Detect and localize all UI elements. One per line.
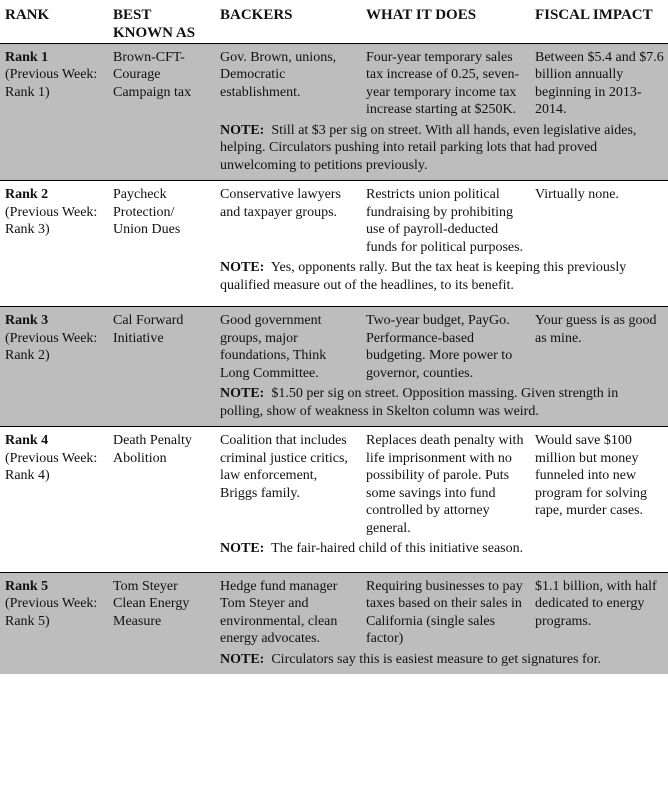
note-text: $1.50 per sig on street. Opposition massing. Given strength in polling, show of weakness in Skelton column was weird.	[220, 386, 619, 419]
backers-cell: Hedge fund manager Tom Steyer and environmental, clean energy advocates.	[215, 573, 361, 651]
rank-cell	[0, 573, 108, 651]
what-it-does-cell: Four-year temporary sales tax increase of 0.25, seven-year temporary income tax increase starting at $250K.	[361, 43, 530, 122]
note-row	[0, 259, 668, 307]
previous-rank: (Previous Week: Rank 2)	[5, 330, 98, 363]
rank-cell	[0, 181, 108, 259]
backers-cell: Gov. Brown, unions, Democratic establishment.	[215, 43, 361, 122]
backers-cell: Good government groups, major foundations, Think Long Committee.	[215, 307, 361, 385]
previous-rank: (Previous Week: Rank 1)	[5, 67, 98, 100]
table-row	[0, 43, 668, 122]
best-known-as-cell: Cal Forward Initiative	[108, 307, 215, 385]
best-known-as-cell: Paycheck Protection/ Union Dues	[108, 181, 215, 259]
what-it-does-cell: Requiring businesses to pay taxes based on their sales in California (single sales factor)	[361, 573, 530, 651]
what-it-does-cell: Replaces death penalty with life imprisonment with no possibility of parole. Puts some savings into fund controlled by attorney general.	[361, 427, 530, 540]
note-label: NOTE:	[220, 260, 265, 275]
best-known-as-cell: Tom Steyer Clean Energy Measure	[108, 573, 215, 651]
previous-rank: (Previous Week: Rank 4)	[5, 450, 98, 483]
rank-cell	[0, 307, 108, 385]
header-rank: RANK	[0, 0, 108, 43]
rank-label: Rank 2	[5, 187, 49, 202]
table-row	[0, 181, 668, 259]
previous-rank: (Previous Week: Rank 5)	[5, 596, 98, 629]
note-text: Yes, opponents rally. But the tax heat is keeping this previously qualified measure out of the headlines, to its benefit.	[220, 260, 627, 293]
rank-label: Rank 4	[5, 433, 49, 448]
note-text: Still at $3 per sig on street. With all hands, even legislative aides, helping. Circulators pushing into retail parking lots that had proved unwelcoming to petitions previously.	[220, 122, 637, 173]
note-label: NOTE:	[220, 386, 265, 401]
best-known-as-cell: Brown-CFT-Courage Campaign tax	[108, 43, 215, 122]
note-cell	[215, 651, 668, 675]
note-cell	[215, 259, 668, 307]
fiscal-impact-cell: Virtually none.	[530, 181, 668, 259]
note-cell	[215, 540, 668, 572]
note-label: NOTE:	[220, 541, 265, 556]
header-what-it-does: WHAT IT DOES	[361, 0, 530, 43]
fiscal-impact-cell: $1.1 billion, with half dedicated to energy programs.	[530, 573, 668, 651]
previous-rank: (Previous Week: Rank 3)	[5, 204, 98, 237]
note-row	[0, 385, 668, 427]
header-best-known-as: BEST KNOWN AS	[108, 0, 215, 43]
header-row	[0, 0, 668, 43]
note-label: NOTE:	[220, 122, 265, 138]
rank-label: Rank 5	[5, 578, 49, 594]
what-it-does-cell: Restricts union political fundraising by prohibiting use of payroll-deducted funds for political purposes.	[361, 181, 530, 259]
header-fiscal-impact: FISCAL IMPACT	[530, 0, 668, 43]
note-text: Circulators say this is easiest measure to get signatures for.	[271, 651, 602, 667]
rank-cell	[0, 427, 108, 540]
fiscal-impact-cell: Would save $100 million but money funneled into new program for solving rape, murder cases.	[530, 427, 668, 540]
backers-cell: Coalition that includes criminal justice critics, law enforcement, Briggs family.	[215, 427, 361, 540]
header-backers: BACKERS	[215, 0, 361, 43]
rank-label: Rank 1	[5, 49, 49, 65]
note-row	[0, 651, 668, 675]
note-label: NOTE:	[220, 651, 265, 667]
note-row	[0, 540, 668, 572]
rank-label: Rank 3	[5, 313, 49, 328]
backers-cell: Conservative lawyers and taxpayer groups.	[215, 181, 361, 259]
note-text: The fair-haired child of this initiative season.	[271, 541, 524, 556]
what-it-does-cell: Two-year budget, PayGo. Performance-based budgeting. More power to governor, counties.	[361, 307, 530, 385]
fiscal-impact-cell: Your guess is as good as mine.	[530, 307, 668, 385]
table-row	[0, 427, 668, 540]
rank-cell	[0, 43, 108, 122]
best-known-as-cell: Death Penalty Abolition	[108, 427, 215, 540]
note-row	[0, 122, 668, 181]
table-row	[0, 307, 668, 385]
note-cell	[215, 385, 668, 427]
fiscal-impact-cell: Between $5.4 and $7.6 billion annually beginning in 2013-2014.	[530, 43, 668, 122]
table-row	[0, 573, 668, 651]
note-cell	[215, 122, 668, 181]
